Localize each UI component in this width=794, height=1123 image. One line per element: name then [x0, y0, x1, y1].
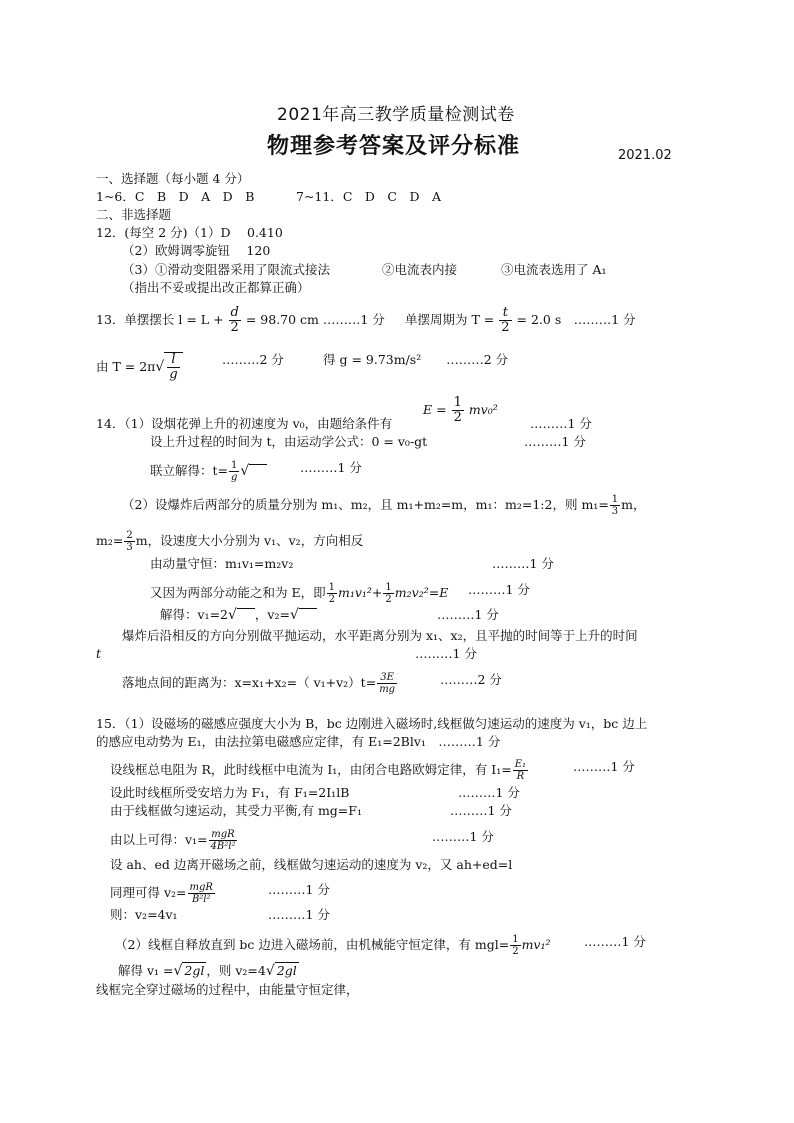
q14-p8-v1: 解得：v₁=2: [160, 607, 228, 622]
fraction-numerator: 1: [328, 582, 335, 593]
energy-term: mv₀²: [468, 402, 498, 417]
section1-heading: 一、选择题（每小题 4 分）: [96, 171, 250, 186]
q12-line3b: ②电流表内接: [382, 262, 458, 277]
energy-label: E =: [423, 402, 447, 417]
q14-p6: 由动量守恒：m₁v₁=m₂v₂: [150, 556, 294, 571]
q13-period: [405, 306, 636, 335]
q14-p3: [150, 460, 267, 483]
q15-p2: 的感应电动势为 E₁，由法拉第电磁感应定律，有 E₁=2Blv₁ ………1 分: [96, 734, 501, 749]
sqrt-content-empty: [237, 608, 255, 619]
fraction-denominator: 2: [512, 946, 519, 957]
sqrt-sign: √: [240, 463, 250, 479]
q14-p7-score: ………1 分: [468, 582, 530, 597]
q12-line3a: （3）①滑动变阻器采用了限流式接法: [122, 262, 330, 277]
fraction-half: [383, 582, 393, 605]
q15-p3-text: 设线框总电阻为 R，此时线框中电流为 I₁，由闭合电路欧姆定律，有 I₁=: [110, 762, 512, 777]
q15-p11-text2: ，则 v₂=4: [206, 963, 266, 978]
fraction-half: [452, 396, 464, 425]
q15-p5-score: ………1 分: [450, 803, 512, 818]
q14-p6-score: ………1 分: [492, 556, 554, 571]
fraction-numerator: 1: [512, 934, 519, 945]
fraction-half: [510, 934, 520, 957]
fraction-denominator: g: [231, 472, 238, 483]
answers-1-6: 1~6．C B D A D B: [96, 189, 255, 204]
section2-heading: 二、非选择题: [96, 207, 172, 222]
q15-p12: 线框完全穿过磁场的过程中，由能量守恒定律，: [96, 982, 359, 997]
q14-p10: t: [96, 646, 102, 661]
fraction-numerator: mgR: [209, 829, 238, 841]
q13-score-1: ………2 分: [222, 352, 284, 367]
q15-p10: [115, 934, 551, 957]
q15-p3-score: ………1 分: [573, 759, 635, 774]
fraction-3E-over-mg: [377, 672, 397, 695]
fraction-numerator: 1: [611, 494, 619, 505]
q13-length-value: = 98.70 cm ………1 分: [245, 312, 385, 327]
fraction-numerator: E₁: [514, 759, 527, 770]
q15-p4: 设此时线框所受安培力为 F₁，有 F₁=2I₁lB: [110, 785, 350, 800]
sqrt-2gl: 2gl: [276, 963, 297, 978]
q14-p7: [150, 582, 448, 605]
q14-p11: [122, 672, 398, 695]
fraction-denominator: 2: [230, 320, 239, 335]
fraction-denominator: 2: [453, 410, 462, 425]
q12-line1: 12．(每空 2 分)（1）D 0.410: [96, 225, 283, 240]
q14-p11-score: ………2 分: [440, 672, 502, 687]
fraction-denominator: R: [516, 771, 525, 782]
q14-p10-score: ………1 分: [415, 646, 477, 661]
q13-period-label: 单摆周期为 T =: [405, 312, 495, 327]
fraction-l-over-g: [167, 353, 179, 382]
sqrt-sign: √: [289, 607, 299, 623]
fraction-mgR-over-B2l2: [188, 882, 215, 905]
sqrt-content-empty: [249, 464, 267, 475]
q15-p3: [110, 759, 529, 782]
q13-line2: [96, 352, 183, 382]
q15-p4-score: ………1 分: [458, 785, 520, 800]
q14-p8-v2: ，v₂=: [254, 607, 290, 622]
q15-p10-term: mv₁²: [521, 937, 551, 952]
fraction-t-over-2: [499, 306, 511, 335]
fraction-numerator: 1: [453, 395, 462, 410]
q15-p6-text: 由以上可得：v₁=: [110, 832, 208, 847]
fraction-numerator: t: [499, 306, 511, 321]
fraction-numerator: 1: [229, 460, 239, 472]
fraction-denominator: 2: [385, 594, 392, 605]
q14-p2: 设上升过程的时间为 t，由运动学公式：0 = v₀-gt: [150, 434, 428, 449]
q14-p3-score: ………1 分: [300, 460, 362, 475]
q14-energy-formula: [423, 396, 498, 425]
fraction-denominator: 3: [611, 506, 619, 517]
q15-p8-score: ………1 分: [268, 882, 330, 897]
q14-p1-score: ………1 分: [530, 416, 592, 431]
q15-p6-score: ………1 分: [432, 829, 494, 844]
q15-p11: [118, 962, 299, 979]
fraction-half: [327, 582, 337, 605]
answers-7-11: 7~11．C D C D A: [296, 189, 442, 204]
q13-line1: [96, 306, 385, 335]
fraction-1-over-3: [610, 494, 620, 517]
q15-p11-text: 解得 v₁ =: [118, 963, 174, 978]
q14-p7-term2: m₂v₂²=E: [394, 585, 449, 600]
fraction-d-over-2: [229, 306, 241, 335]
q14-p8-score: ………1 分: [437, 607, 499, 622]
fraction-2-over-3: [124, 530, 134, 553]
q14-p8: [160, 607, 317, 623]
q14-p4-text: （2）设爆炸后两部分的质量分别为 m₁、m₂，且 m₁+m₂=m，m₁：m₂=1:2，则 m₁=: [122, 497, 609, 512]
q14-p5: [96, 530, 363, 553]
fraction-numerator: 2: [126, 530, 133, 541]
q14-p11-text: 落地点间的距离为：x=x₁+x₂=（ v₁+v₂）t=: [122, 675, 377, 690]
fraction-denominator: g: [169, 367, 178, 382]
q14-p4: [122, 494, 646, 517]
q15-p9: 则：v₂=4v₁: [110, 907, 178, 922]
sqrt-content-empty: [299, 608, 317, 619]
q13-length-label: 13．单摆摆长 l = L +: [96, 312, 224, 327]
q14-p9: 爆炸后沿相反的方向分别做平抛运动，水平距离分别为 x₁、x₂，且平抛的时间等于上升的时间: [122, 628, 638, 643]
q14-p4-tail: m，: [621, 497, 646, 512]
q14-p3-label: 联立解得：t=: [150, 463, 228, 478]
q15-p1: 15．（1）设磁场的磁感应强度大小为 B，bc 边刚进入磁场时,线框做匀速运动的速度为 v₁，bc 边上: [96, 716, 648, 731]
fraction-denominator: mg: [379, 684, 396, 695]
q15-p10-score: ………1 分: [584, 934, 646, 949]
q15-p10-text: （2）线框自释放直到 bc 边进入磁场前，由机械能守恒定律，有 mgl=: [115, 937, 510, 952]
fraction-denominator: 3: [126, 542, 133, 553]
q15-p6: [110, 829, 238, 852]
fraction-denominator: 4B²l²: [210, 841, 236, 852]
fraction-numerator: 1: [385, 582, 392, 593]
fraction-1-over-g: [229, 460, 239, 483]
q12-line4: （指出不妥或提出改正都算正确）: [122, 280, 310, 295]
q15-p8-text: 同理可得 v₂=: [110, 885, 187, 900]
q12-line2: （2）欧姆调零旋钮 120: [122, 243, 271, 258]
q12-line3c: ③电流表选用了 A₁: [501, 262, 607, 277]
sqrt-sign: √: [155, 359, 165, 375]
fraction-mgR-over-4B2l2: [209, 829, 238, 852]
sqrt-content: [164, 352, 182, 382]
fraction-numerator: 3E: [377, 672, 397, 684]
sqrt-sign: √: [228, 607, 237, 623]
date-label: 2021.02: [618, 148, 672, 163]
fraction-numerator: l: [167, 353, 179, 368]
sqrt-2gl: 2gl: [184, 963, 205, 978]
fraction-E1-over-R: [513, 759, 528, 782]
fraction-denominator: 2: [328, 594, 335, 605]
q13-formula-label: 由 T = 2π: [96, 359, 156, 374]
q14-p2-score: ………1 分: [524, 434, 586, 449]
q15-p5: 由于线框做匀速运动，其受力平衡,有 mg=F₁: [110, 803, 362, 818]
q13-result: 得 g = 9.73m/s² ………2 分: [323, 352, 509, 367]
sqrt-sign: √: [265, 963, 275, 979]
q15-p7: 设 ah、ed 边离开磁场之前，线框做匀速运动的速度为 v₂，又 ah+ed=l: [110, 857, 513, 872]
q14-p5-text: m，设速度大小分别为 v₁、v₂，方向相反: [135, 533, 364, 548]
q14-p7-text: 又因为两部分动能之和为 E，即: [150, 585, 326, 600]
q13-period-value: = 2.0 s ………1 分: [516, 312, 636, 327]
q14-p5-label: m₂=: [96, 533, 124, 548]
q15-p8: [110, 882, 216, 905]
sqrt-sign: √: [173, 963, 183, 979]
q14-p7-term1: m₁v₁²+: [337, 585, 383, 600]
q14-p1: 14．（1）设烟花弹上升的初速度为 v₀，由题给条件有: [96, 416, 393, 431]
exam-title: 2021年高三教学质量检测试卷: [277, 105, 515, 125]
fraction-numerator: mgR: [189, 882, 213, 893]
fraction-denominator: 2: [501, 320, 510, 335]
page-title: 物理参考答案及评分标准: [267, 134, 521, 159]
q15-p9-score: ………1 分: [268, 907, 330, 922]
fraction-numerator: d: [230, 305, 239, 320]
fraction-denominator: B²l²: [191, 894, 211, 905]
